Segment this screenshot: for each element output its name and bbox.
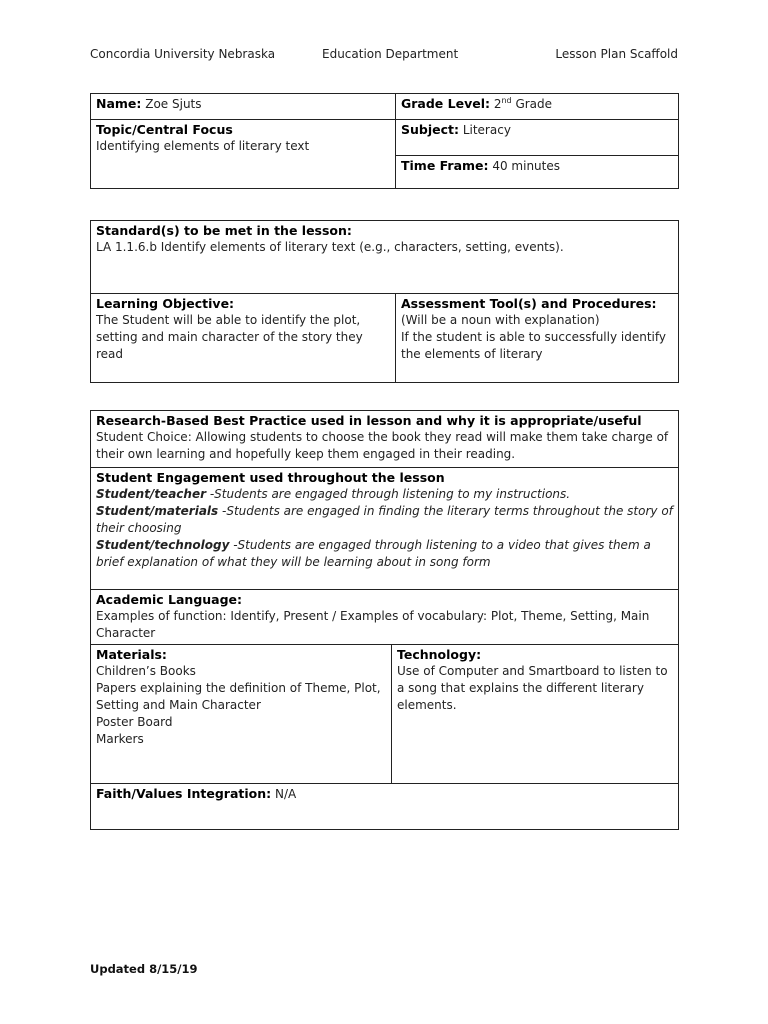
- standards-label: Standard(s) to be met in the lesson:: [96, 223, 352, 238]
- academic-value: Examples of function: Identify, Present / Examples of vocabulary: Plot, Theme, Setting, Main Character: [96, 609, 650, 640]
- materials-item: Poster Board: [96, 715, 173, 729]
- header-doc-type: Lesson Plan Scaffold: [555, 47, 678, 61]
- objective-value: The Student will be able to identify the plot, setting and main character of the story they read: [96, 313, 363, 361]
- assessment-label: Assessment Tool(s) and Procedures:: [401, 296, 657, 311]
- engagement-text: -Students are engaged through listening to my instructions.: [206, 487, 571, 501]
- info-table: [90, 93, 679, 189]
- materials-cell: [91, 645, 392, 784]
- engagement-item: [96, 537, 673, 571]
- standards-table: [90, 220, 679, 383]
- technology-cell: [392, 645, 679, 784]
- assessment-line-2: If the student is able to successfully identify the elements of literary: [401, 330, 666, 361]
- materials-item: Children’s Books: [96, 664, 196, 678]
- engagement-term: Student/teacher: [96, 487, 206, 501]
- engagement-term: Student/technology: [96, 538, 230, 552]
- materials-item: Papers explaining the definition of Theme, Plot, Setting and Main Character: [96, 681, 381, 712]
- objective-label: Learning Objective:: [96, 296, 235, 311]
- engagement-label: Student Engagement used throughout the lesson: [96, 470, 445, 485]
- grade-suffix: nd: [501, 96, 512, 105]
- name-cell: [91, 94, 396, 120]
- objective-cell: [91, 294, 396, 383]
- standards-value: LA 1.1.6.b Identify elements of literary text (e.g., characters, setting, events).: [96, 240, 564, 254]
- assessment-cell: [396, 294, 679, 383]
- footer-updated: Updated 8/15/19: [90, 962, 198, 976]
- engagement-cell: [91, 468, 679, 590]
- practice-table: [90, 410, 679, 830]
- engagement-item: [96, 503, 673, 537]
- grade-cell: [396, 94, 679, 120]
- header-department: Education Department: [322, 47, 459, 61]
- materials-item: Markers: [96, 732, 144, 746]
- grade-number: 2: [493, 97, 502, 111]
- subject-cell: [396, 120, 679, 156]
- assessment-line-1: (Will be a noun with explanation): [401, 313, 600, 327]
- header-university: Concordia University Nebraska: [90, 47, 276, 61]
- academic-cell: [91, 590, 679, 645]
- faith-value: N/A: [274, 787, 297, 801]
- topic-label: Topic/Central Focus: [96, 122, 233, 137]
- research-label: Research-Based Best Practice used in lesson and why it is appropriate/useful: [96, 413, 642, 428]
- grade-label: Grade Level:: [401, 96, 490, 111]
- engagement-item: [96, 486, 673, 503]
- name-value: Zoe Sjuts: [145, 97, 202, 111]
- faith-cell: [91, 784, 679, 830]
- research-cell: [91, 411, 679, 468]
- engagement-term: Student/materials: [96, 504, 219, 518]
- academic-label: Academic Language:: [96, 592, 243, 607]
- subject-label: Subject:: [401, 122, 459, 137]
- topic-cell: [91, 120, 396, 189]
- materials-label: Materials:: [96, 647, 167, 662]
- faith-label: Faith/Values Integration:: [96, 786, 272, 801]
- time-cell: [396, 156, 679, 189]
- technology-label: Technology:: [397, 647, 482, 662]
- name-label: Name:: [96, 96, 142, 111]
- subject-value: Literacy: [462, 123, 511, 137]
- time-label: Time Frame:: [401, 158, 489, 173]
- time-value: 40 minutes: [492, 159, 561, 173]
- grade-word: Grade: [515, 97, 553, 111]
- topic-value: Identifying elements of literary text: [96, 139, 310, 153]
- standards-cell: [91, 221, 679, 294]
- research-value: Student Choice: Allowing students to choose the book they read will make them take charge of their own learning and hopefully keep them engaged in their reading.: [96, 430, 669, 461]
- engagement-text: -Students are engaged through listening to a video that gives them a brief explanation of what they will be learning about in song form: [96, 538, 651, 569]
- technology-value: Use of Computer and Smartboard to listen to a song that explains the different literary elements.: [397, 664, 668, 712]
- engagement-text: -Students are engaged in finding the literary terms throughout the story of their choosing: [96, 504, 673, 535]
